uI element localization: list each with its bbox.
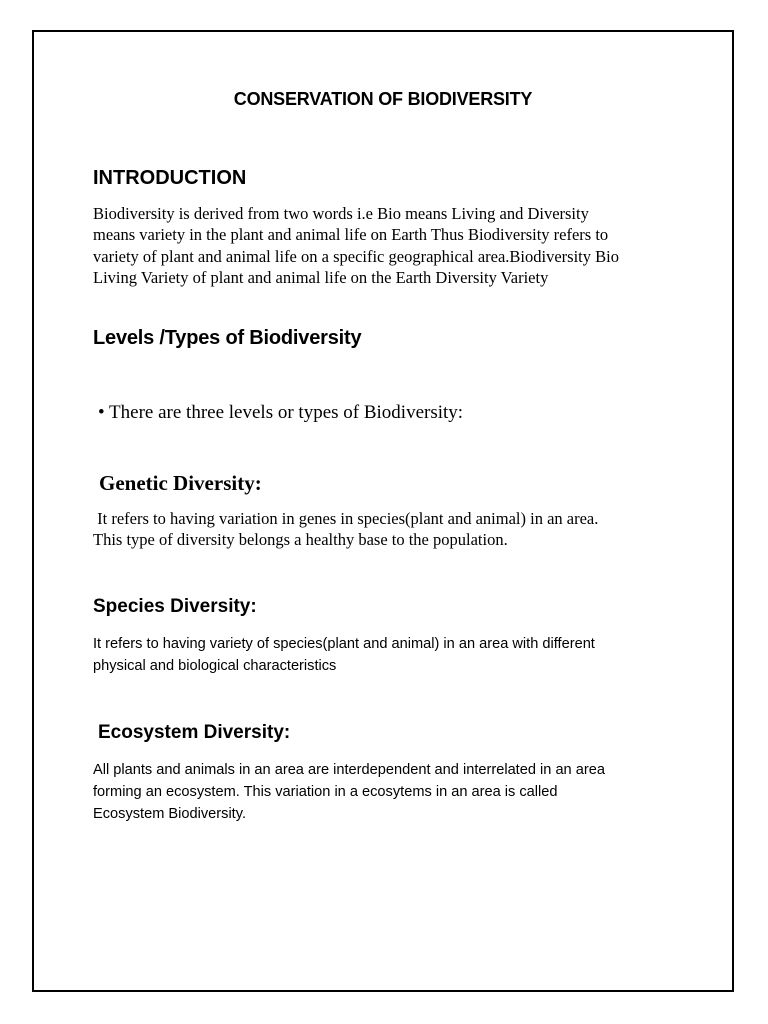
ecosystem-diversity-paragraph <box>93 759 605 825</box>
introduction-heading: INTRODUCTION <box>93 167 247 189</box>
ecosystem-line: forming an ecosystem. This variation in a ecosytems in an area is called <box>93 784 558 800</box>
genetic-diversity-heading: Genetic Diversity: <box>99 471 262 495</box>
genetic-line: This type of diversity belongs a healthy base to the population. <box>93 530 508 550</box>
genetic-line: It refers to having variation in genes in species(plant and animal) in an area. <box>93 509 599 528</box>
ecosystem-line: Ecosystem Biodiversity. <box>93 806 247 822</box>
introduction-line: Biodiversity is derived from two words i.e Bio means Living and Diversity <box>93 204 589 223</box>
document-title: CONSERVATION OF BIODIVERSITY <box>233 89 533 109</box>
introduction-line: means variety in the plant and animal life on Earth Thus Biodiversity refers to <box>93 225 609 245</box>
introduction-line: Living Variety of plant and animal life on the Earth Diversity Variety <box>93 267 549 287</box>
species-line: physical and biological characteristics <box>93 658 337 674</box>
species-line: It refers to having variety of species(plant and animal) in an area with different <box>93 636 595 652</box>
ecosystem-diversity-heading: Ecosystem Diversity: <box>98 722 291 743</box>
introduction-line: variety of plant and animal life on a specific geographical area.Biodiversity Bio <box>93 246 619 266</box>
ecosystem-line: All plants and animals in an area are interdependent and interrelated in an area <box>93 762 605 778</box>
species-diversity-paragraph <box>93 633 595 677</box>
genetic-diversity-paragraph <box>93 508 598 551</box>
species-diversity-heading: Species Diversity: <box>93 596 257 617</box>
levels-heading: Levels /Types of Biodiversity <box>93 327 362 349</box>
levels-bullet: • There are three levels or types of Biodiversity: <box>98 402 464 423</box>
introduction-paragraph <box>93 203 693 288</box>
